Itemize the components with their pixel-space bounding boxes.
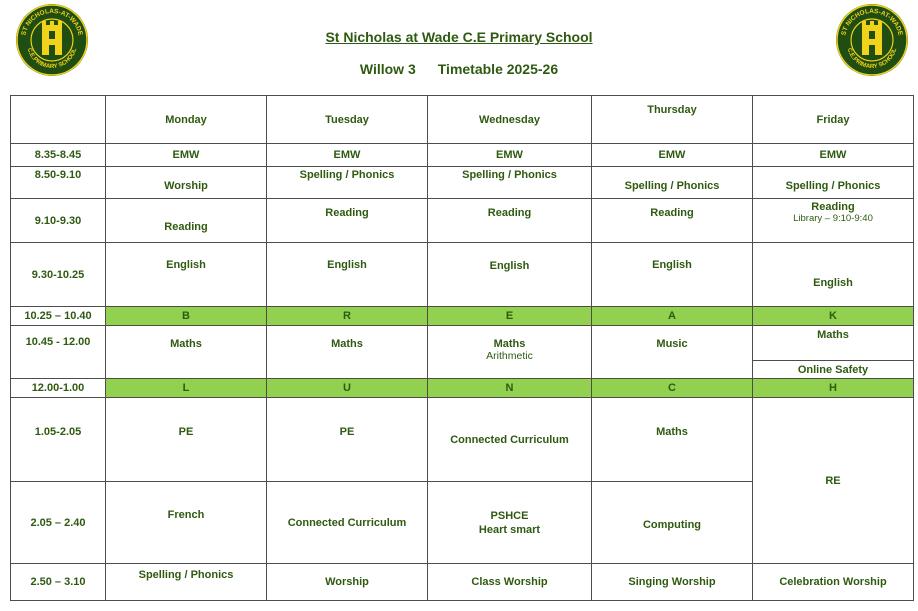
lesson-subject-line2: Heart smart xyxy=(478,523,541,536)
time-cell: 9.10-9.30 xyxy=(11,199,106,243)
time-cell: 10.45 - 12.00 xyxy=(11,326,106,379)
lesson-cell xyxy=(428,326,592,379)
svg-text:C.E.PRIMARY SCHOOL: C.E.PRIMARY SCHOOL xyxy=(25,47,79,71)
lunch-letter: L xyxy=(106,379,267,398)
lesson-cell: EMW xyxy=(592,144,753,167)
timetable-label: Timetable 2025-26 xyxy=(437,61,559,77)
lesson-cell xyxy=(753,199,914,243)
lesson-cell: Worship xyxy=(267,564,428,601)
lesson-cell: Spelling / Phonics xyxy=(106,564,267,601)
lesson-cell: Maths xyxy=(753,326,914,361)
lesson-cell: English xyxy=(428,243,592,307)
break-letter: E xyxy=(428,307,592,326)
timetable-subtitle xyxy=(0,61,918,77)
table-row xyxy=(11,167,914,199)
table-row xyxy=(11,398,914,482)
lesson-cell: EMW xyxy=(106,144,267,167)
time-cell: 8.35-8.45 xyxy=(11,144,106,167)
lesson-cell: Computing xyxy=(592,482,753,564)
time-cell: 2.50 – 3.10 xyxy=(11,564,106,601)
lunch-letter: H xyxy=(753,379,914,398)
lesson-cell: Reading xyxy=(428,199,592,243)
lunch-row xyxy=(11,379,914,398)
table-row xyxy=(11,144,914,167)
lesson-cell xyxy=(428,482,592,564)
lesson-cell: Maths xyxy=(592,398,753,482)
day-header: Monday xyxy=(106,96,267,144)
lesson-cell: Reading xyxy=(106,199,267,243)
lesson-note: Arithmetic xyxy=(486,350,533,362)
lesson-cell: RE xyxy=(753,398,914,564)
svg-text:C.E.PRIMARY SCHOOL: C.E.PRIMARY SCHOOL xyxy=(845,47,899,71)
time-cell: 12.00-1.00 xyxy=(11,379,106,398)
header-row xyxy=(11,96,914,144)
lesson-cell: French xyxy=(106,482,267,564)
lesson-cell: English xyxy=(106,243,267,307)
table-row xyxy=(11,199,914,243)
lesson-cell: PE xyxy=(267,398,428,482)
lesson-cell: EMW xyxy=(753,144,914,167)
lesson-cell: PE xyxy=(106,398,267,482)
lunch-letter: U xyxy=(267,379,428,398)
time-cell: 10.25 – 10.40 xyxy=(11,307,106,326)
class-name: Willow 3 xyxy=(359,61,416,77)
lesson-cell: English xyxy=(592,243,753,307)
lesson-cell: Spelling / Phonics xyxy=(753,167,914,199)
lesson-cell: Class Worship xyxy=(428,564,592,601)
lesson-cell: EMW xyxy=(267,144,428,167)
break-letter: R xyxy=(267,307,428,326)
lesson-cell: Music xyxy=(592,326,753,379)
lesson-cell: Celebration Worship xyxy=(753,564,914,601)
break-row xyxy=(11,307,914,326)
lunch-letter: N xyxy=(428,379,592,398)
timetable-grid xyxy=(10,95,914,601)
day-header: Friday xyxy=(753,96,914,144)
lesson-cell: Maths xyxy=(106,326,267,379)
time-cell: 2.05 – 2.40 xyxy=(11,482,106,564)
lesson-cell: Reading xyxy=(592,199,753,243)
time-cell: 1.05-2.05 xyxy=(11,398,106,482)
lesson-cell: Reading xyxy=(267,199,428,243)
table-row xyxy=(11,326,914,361)
lesson-cell: Spelling / Phonics xyxy=(267,167,428,199)
day-header: Thursday xyxy=(592,96,753,144)
break-letter: A xyxy=(592,307,753,326)
lesson-cell: English xyxy=(267,243,428,307)
school-title: St Nicholas at Wade C.E Primary School xyxy=(325,29,593,45)
day-header: Tuesday xyxy=(267,96,428,144)
svg-text:ST NICHOLAS-AT-WADE: ST NICHOLAS-AT-WADE xyxy=(840,7,904,37)
break-letter: B xyxy=(106,307,267,326)
lesson-subject: PSHCE xyxy=(490,509,529,522)
lesson-cell: Connected Curriculum xyxy=(428,398,592,482)
day-header: Wednesday xyxy=(428,96,592,144)
lesson-cell: Online Safety xyxy=(753,361,914,379)
table-row xyxy=(11,243,914,307)
table-row xyxy=(11,564,914,601)
lesson-cell: Spelling / Phonics xyxy=(592,167,753,199)
lesson-cell: English xyxy=(753,243,914,307)
lesson-cell: Maths xyxy=(267,326,428,379)
lesson-cell: EMW xyxy=(428,144,592,167)
time-cell: 9.30-10.25 xyxy=(11,243,106,307)
corner-cell xyxy=(11,96,106,144)
lesson-note: Library – 9:10-9:40 xyxy=(793,213,873,224)
svg-text:ST NICHOLAS-AT-WADE: ST NICHOLAS-AT-WADE xyxy=(20,7,84,37)
lesson-cell: Singing Worship xyxy=(592,564,753,601)
lesson-cell: Worship xyxy=(106,167,267,199)
time-cell: 8.50-9.10 xyxy=(11,167,106,199)
lesson-cell: Spelling / Phonics xyxy=(428,167,592,199)
break-letter: K xyxy=(753,307,914,326)
lunch-letter: C xyxy=(592,379,753,398)
lesson-subject: Reading xyxy=(811,201,855,213)
lesson-subject: Maths xyxy=(493,338,526,350)
lesson-cell: Connected Curriculum xyxy=(267,482,428,564)
